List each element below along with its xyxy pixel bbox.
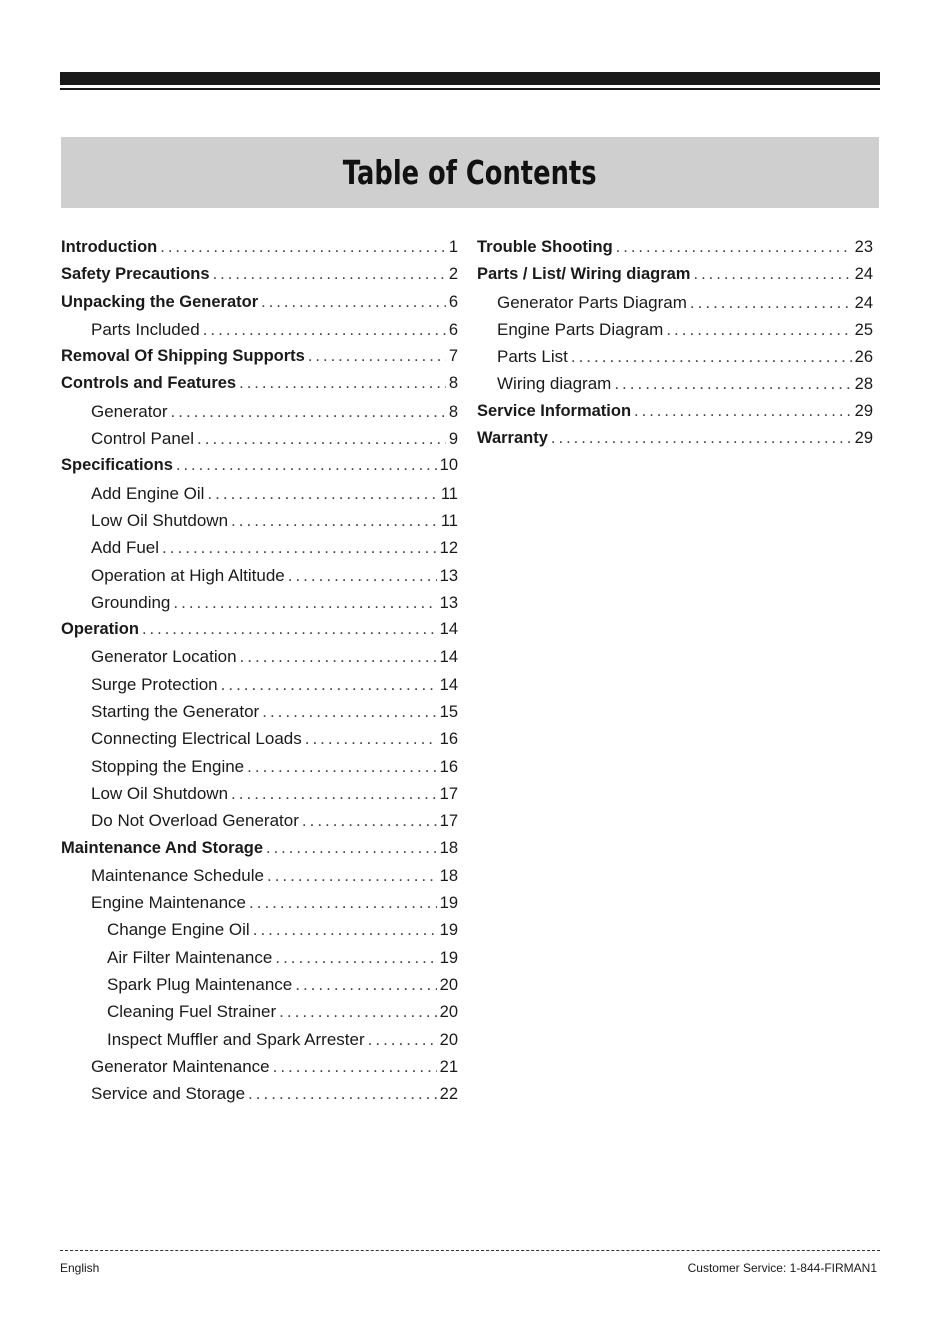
toc-entry-label: Operation at High Altitude xyxy=(91,565,285,585)
toc-entry-label: Grounding xyxy=(91,592,171,612)
toc-entry-label: Generator xyxy=(91,401,168,421)
toc-dot-leader xyxy=(160,238,446,257)
toc-entry-page: 26 xyxy=(854,348,873,367)
toc-dot-leader xyxy=(239,374,446,393)
toc-entry-page: 28 xyxy=(854,375,873,394)
toc-entry[interactable] xyxy=(61,757,458,784)
toc-entry-label: Surge Protection xyxy=(91,674,218,694)
toc-entry-page: 14 xyxy=(439,648,458,667)
toc-entry-label: Maintenance Schedule xyxy=(91,865,264,885)
toc-entry[interactable] xyxy=(61,702,458,729)
toc-entry-label: Connecting Electrical Loads xyxy=(91,729,302,749)
toc-dot-leader xyxy=(267,866,437,886)
toc-entry[interactable] xyxy=(61,484,458,511)
toc-entry-page: 22 xyxy=(439,1085,458,1104)
toc-dot-leader xyxy=(616,238,852,257)
toc-entry-page: 23 xyxy=(854,238,873,256)
toc-entry-label: Trouble Shooting xyxy=(477,238,613,256)
toc-entry[interactable] xyxy=(477,265,873,292)
toc-entry-label: Engine Maintenance xyxy=(91,893,247,913)
toc-entry-page: 24 xyxy=(854,265,873,284)
toc-entry[interactable] xyxy=(61,511,458,538)
toc-dot-leader xyxy=(203,320,446,340)
toc-dot-leader xyxy=(197,429,446,449)
toc-entry-page: 20 xyxy=(439,1003,458,1022)
toc-entry-page: 18 xyxy=(439,838,458,857)
toc-entry-page: 25 xyxy=(854,320,873,339)
toc-entry[interactable] xyxy=(61,975,458,1002)
toc-entry-label: Generator Location xyxy=(91,647,237,667)
toc-entry-label: Generator Parts Diagram xyxy=(497,292,687,312)
toc-entry[interactable] xyxy=(477,429,873,456)
toc-entry-page: 16 xyxy=(439,730,458,749)
toc-dot-leader xyxy=(247,757,437,777)
toc-entry[interactable] xyxy=(61,593,458,620)
toc-entry[interactable] xyxy=(61,647,458,674)
toc-entry[interactable] xyxy=(477,402,873,429)
toc-entry-label: Generator Maintenance xyxy=(91,1056,270,1076)
toc-dot-leader xyxy=(305,729,437,749)
toc-entry[interactable] xyxy=(61,1057,458,1084)
toc-dot-leader xyxy=(288,566,437,586)
toc-dot-leader xyxy=(275,948,436,968)
header-rule-thick xyxy=(60,72,880,85)
toc-entry-label: Low Oil Shutdown xyxy=(91,510,229,530)
toc-entry-page: 15 xyxy=(439,703,458,722)
toc-entry[interactable] xyxy=(61,1002,458,1029)
toc-entry-label: Engine Parts Diagram xyxy=(497,319,664,339)
toc-entry-page: 21 xyxy=(439,1057,458,1076)
footer-customer-service: Customer Service: 1-844-FIRMAN1 xyxy=(687,1261,877,1275)
toc-dot-leader xyxy=(162,538,437,558)
toc-entry-page: 20 xyxy=(439,976,458,995)
toc-entry[interactable] xyxy=(61,893,458,920)
toc-entry-label: Air Filter Maintenance xyxy=(107,947,273,967)
toc-entry-page: 13 xyxy=(439,593,458,612)
toc-entry-page: 6 xyxy=(448,292,458,311)
toc-entry-label: Unpacking the Generator xyxy=(61,292,259,311)
toc-entry[interactable] xyxy=(61,347,458,374)
toc-dot-leader xyxy=(690,293,852,313)
toc-entry[interactable] xyxy=(61,920,458,947)
toc-entry[interactable] xyxy=(61,265,458,292)
toc-dot-leader xyxy=(295,975,436,995)
footer-rule xyxy=(60,1250,880,1251)
toc-dot-leader xyxy=(266,839,437,858)
toc-entry-label: Inspect Muffler and Spark Arrester xyxy=(107,1029,365,1049)
toc-entry[interactable] xyxy=(61,402,458,429)
toc-entry[interactable] xyxy=(61,566,458,593)
toc-dot-leader xyxy=(551,429,852,448)
toc-dot-leader xyxy=(273,1057,437,1077)
toc-entry-page: 10 xyxy=(439,456,458,475)
toc-entry[interactable] xyxy=(61,456,458,483)
toc-dot-leader xyxy=(302,811,437,831)
toc-entry-page: 1 xyxy=(448,238,458,256)
toc-entry[interactable] xyxy=(61,811,458,838)
toc-entry[interactable] xyxy=(61,538,458,565)
toc-entry-label: Removal Of Shipping Supports xyxy=(61,347,305,366)
toc-entry[interactable] xyxy=(477,374,873,401)
toc-entry-page: 7 xyxy=(448,347,458,366)
toc-dot-leader xyxy=(231,511,438,531)
toc-entry-label: Change Engine Oil xyxy=(107,920,250,940)
toc-right-column xyxy=(477,238,873,456)
toc-entry[interactable] xyxy=(61,839,458,866)
toc-entry-page: 11 xyxy=(440,511,458,530)
toc-entry-page: 18 xyxy=(439,866,458,885)
toc-left-column xyxy=(61,238,458,1112)
toc-dot-leader xyxy=(693,265,851,284)
toc-entry[interactable] xyxy=(61,729,458,756)
toc-entry-label: Introduction xyxy=(61,238,158,256)
toc-dot-leader xyxy=(308,347,446,366)
toc-entry-label: Specifications xyxy=(61,456,173,475)
toc-entry-page: 24 xyxy=(854,293,873,312)
toc-entry-label: Parts Included xyxy=(91,319,200,339)
toc-dot-leader xyxy=(634,402,852,421)
title-banner xyxy=(61,137,879,208)
toc-entry-label: Cleaning Fuel Strainer xyxy=(107,1002,277,1022)
toc-entry[interactable] xyxy=(61,374,458,401)
toc-dot-leader xyxy=(171,402,446,422)
toc-entry[interactable] xyxy=(61,1030,458,1057)
toc-entry[interactable] xyxy=(61,866,458,893)
toc-dot-leader xyxy=(173,593,436,613)
toc-entry-label: Wiring diagram xyxy=(497,374,612,394)
toc-entry-page: 20 xyxy=(439,1030,458,1049)
toc-entry[interactable] xyxy=(61,784,458,811)
toc-entry-page: 8 xyxy=(448,374,458,393)
toc-dot-leader xyxy=(231,784,437,804)
toc-entry-label: Safety Precautions xyxy=(61,265,210,284)
toc-entry-label: Parts / List/ Wiring diagram xyxy=(477,265,691,284)
toc-entry-label: Maintenance And Storage xyxy=(61,838,264,857)
toc-entry-label: Parts List xyxy=(497,347,568,367)
toc-entry[interactable] xyxy=(477,238,873,265)
toc-entry-page: 17 xyxy=(439,812,458,831)
toc-entry[interactable] xyxy=(61,293,458,320)
toc-dot-leader xyxy=(248,1084,437,1104)
toc-entry-label: Low Oil Shutdown xyxy=(91,783,229,803)
toc-entry[interactable] xyxy=(61,948,458,975)
toc-dot-leader xyxy=(221,675,437,695)
toc-entry-page: 11 xyxy=(440,484,458,503)
toc-dot-leader xyxy=(142,620,437,639)
toc-entry-page: 14 xyxy=(439,675,458,694)
toc-dot-leader xyxy=(253,920,437,940)
toc-entry[interactable] xyxy=(477,293,873,320)
toc-entry-page: 12 xyxy=(439,539,458,558)
toc-dot-leader xyxy=(207,484,437,504)
toc-entry-page: 9 xyxy=(448,430,458,449)
toc-dot-leader xyxy=(261,293,446,312)
toc-entry-page: 19 xyxy=(439,894,458,913)
page-title: Table of Contents xyxy=(343,153,597,192)
toc-dot-leader xyxy=(262,702,436,722)
toc-entry-page: 29 xyxy=(854,429,873,448)
toc-entry[interactable] xyxy=(61,675,458,702)
toc-entry-page: 29 xyxy=(854,401,873,420)
toc-entry-label: Spark Plug Maintenance xyxy=(107,975,293,995)
toc-dot-leader xyxy=(249,893,437,913)
toc-dot-leader xyxy=(666,320,851,340)
toc-entry-page: 16 xyxy=(439,757,458,776)
toc-entry[interactable] xyxy=(61,620,458,647)
toc-dot-leader xyxy=(571,347,852,367)
toc-dot-leader xyxy=(213,265,446,284)
toc-entry-page: 19 xyxy=(439,948,458,967)
toc-entry-page: 6 xyxy=(448,320,458,339)
toc-entry-label: Service and Storage xyxy=(91,1084,246,1104)
toc-dot-leader xyxy=(368,1030,437,1050)
toc-entry-label: Controls and Features xyxy=(61,374,237,393)
toc-dot-leader xyxy=(614,374,851,394)
toc-entry-label: Stopping the Engine xyxy=(91,756,245,776)
toc-entry-label: Control Panel xyxy=(91,429,195,449)
toc-entry-page: 19 xyxy=(439,921,458,940)
toc-entry-label: Starting the Generator xyxy=(91,702,260,722)
toc-entry-label: Add Fuel xyxy=(91,538,160,558)
header-rule-thin xyxy=(60,88,880,90)
toc-entry[interactable] xyxy=(477,320,873,347)
toc-entry-label: Operation xyxy=(61,620,139,639)
toc-dot-leader xyxy=(279,1002,436,1022)
toc-dot-leader xyxy=(176,456,437,475)
toc-dot-leader xyxy=(240,647,437,667)
toc-entry-label: Warranty xyxy=(477,429,548,448)
toc-entry-label: Do Not Overload Generator xyxy=(91,811,299,831)
toc-entry[interactable] xyxy=(61,1084,458,1111)
toc-entry-page: 13 xyxy=(439,566,458,585)
toc-entry-page: 17 xyxy=(439,784,458,803)
toc-entry-page: 2 xyxy=(448,265,458,284)
toc-entry[interactable] xyxy=(477,347,873,374)
toc-entry[interactable] xyxy=(61,320,458,347)
toc-entry-label: Service Information xyxy=(477,401,632,420)
toc-entry-page: 8 xyxy=(448,402,458,421)
toc-entry-label: Add Engine Oil xyxy=(91,483,205,503)
toc-entry[interactable] xyxy=(61,429,458,456)
toc-entry-page: 14 xyxy=(439,620,458,639)
toc-entry[interactable] xyxy=(61,238,458,265)
footer-language: English xyxy=(60,1261,100,1275)
